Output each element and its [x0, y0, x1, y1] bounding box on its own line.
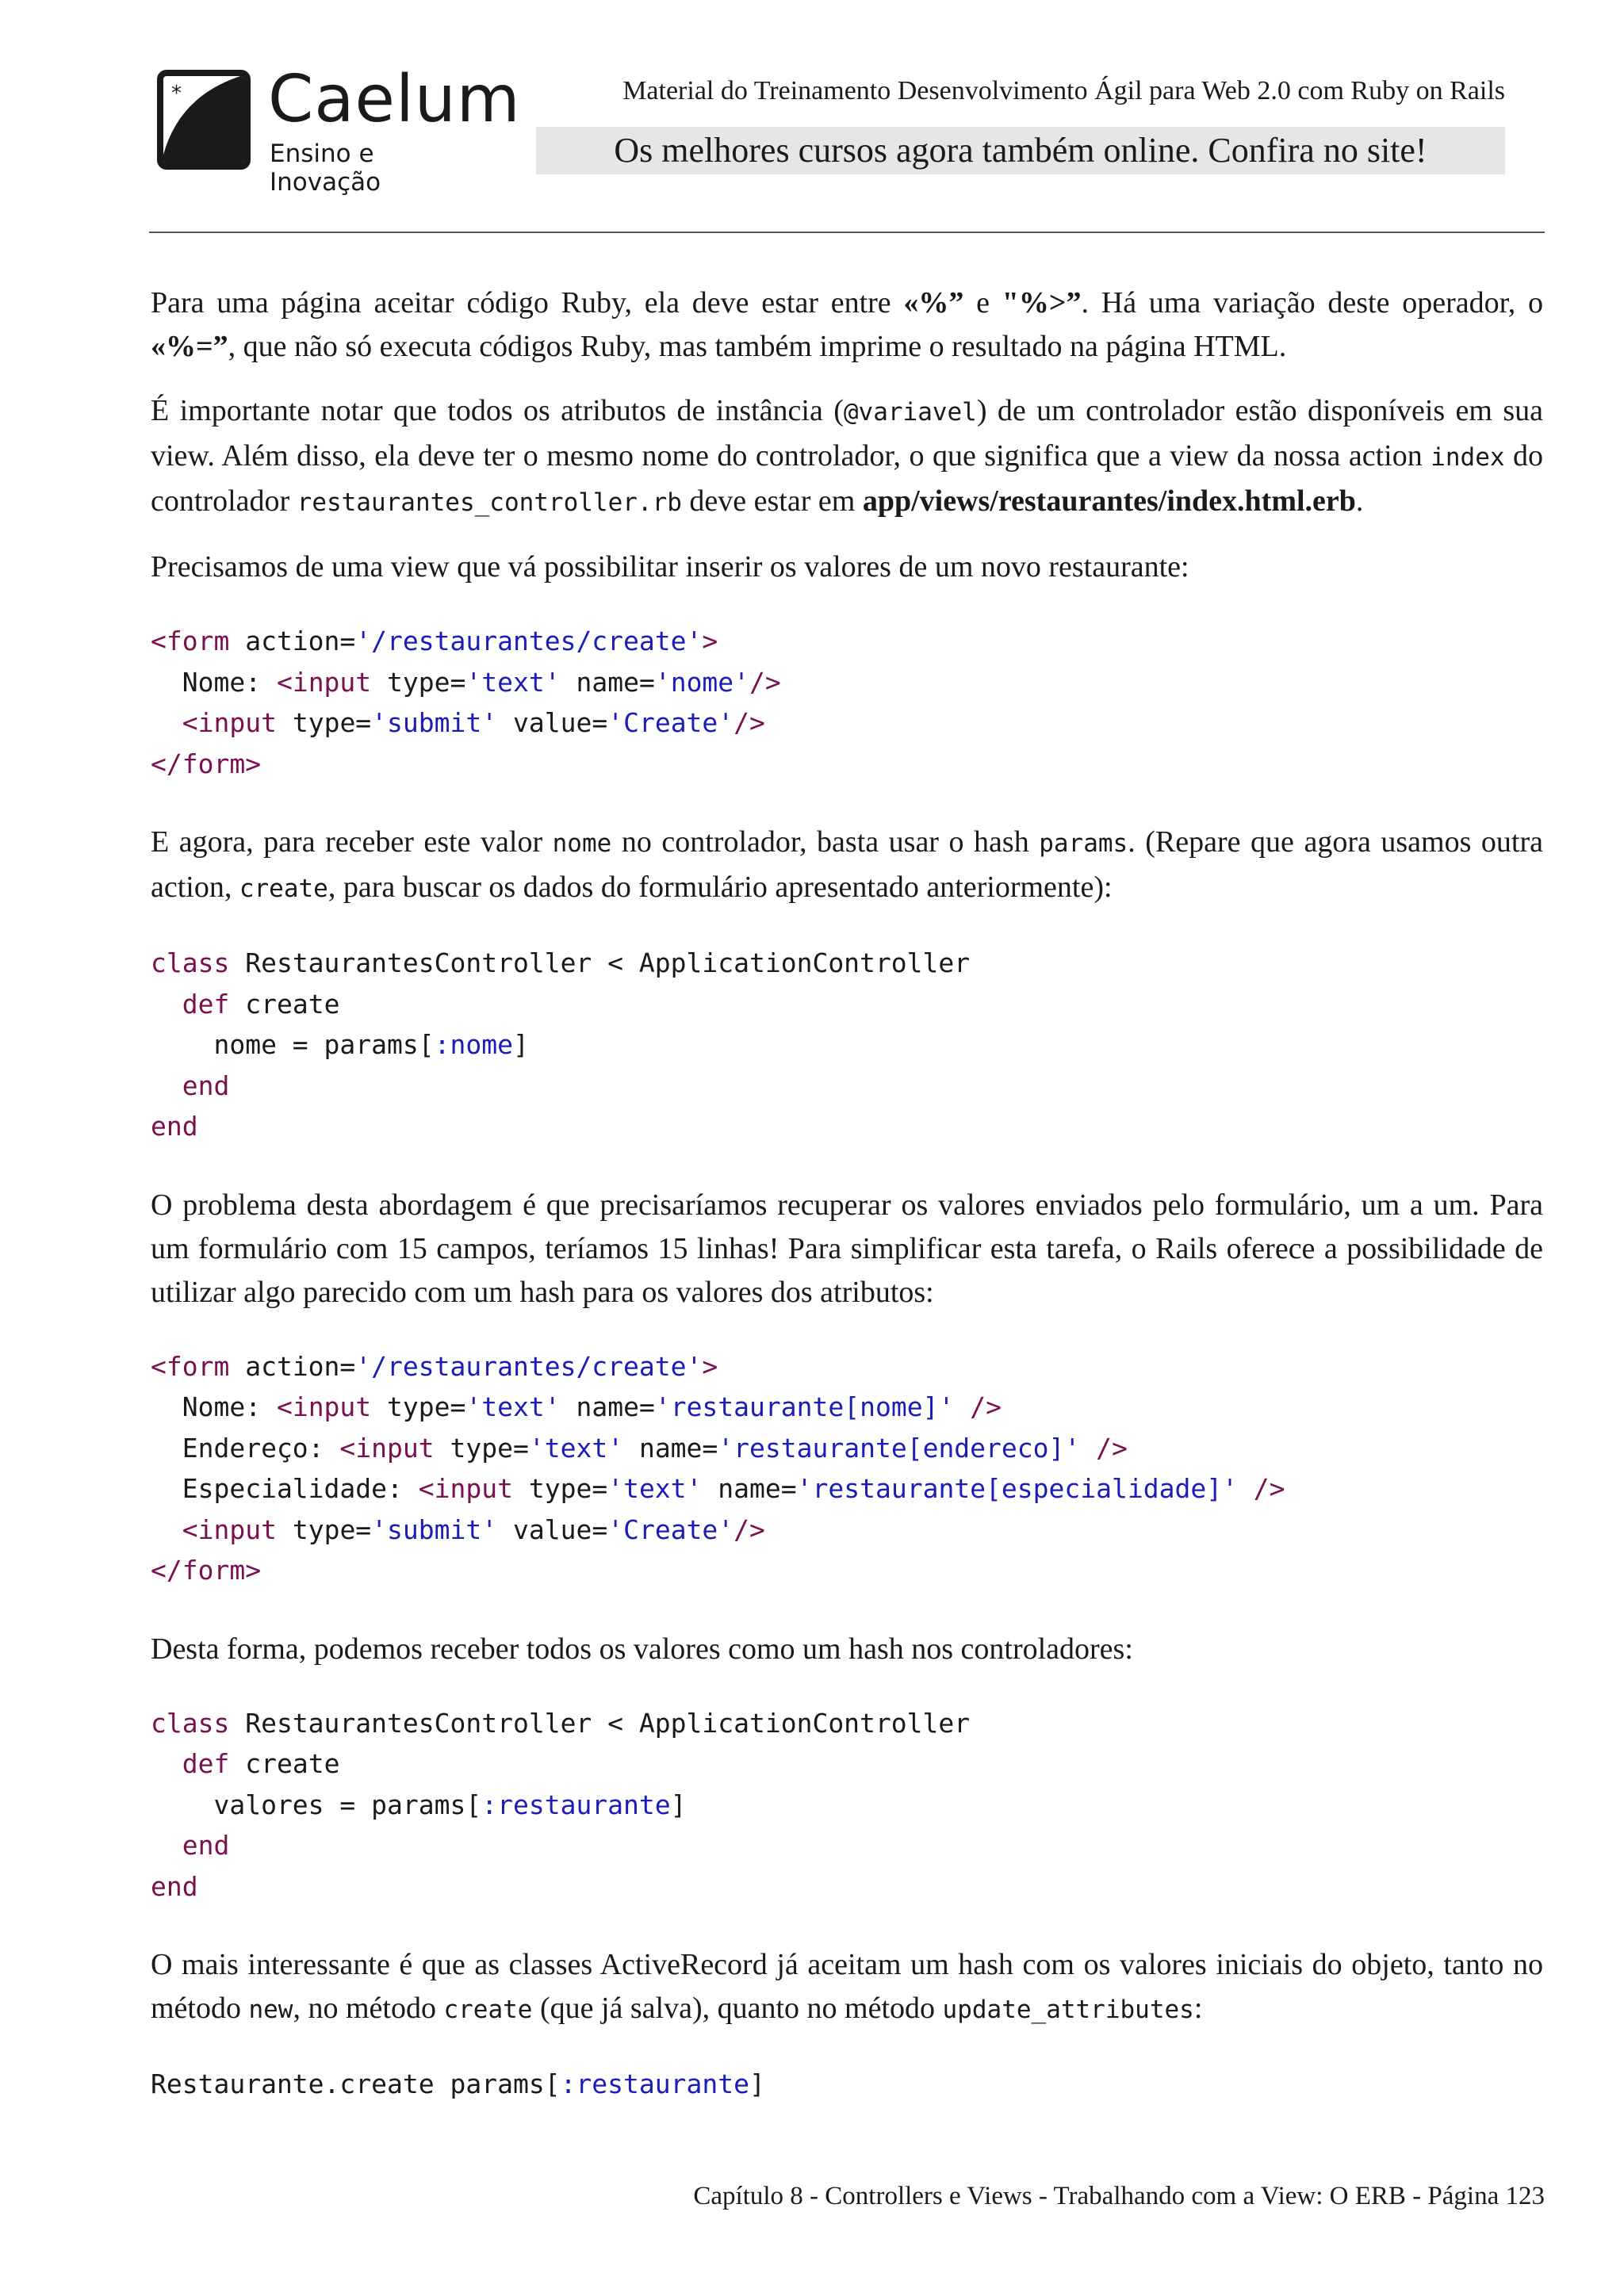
paragraph-2: É importante notar que todos os atributos de instância (@variavel) de um controlador estão disponíveis em sua view. Além disso, ela deve ter o mesmo nome do controlador, o que significa que a view da nossa action index do controlador restaurantes_controller.rb deve estar em app/views/restaurantes/index.html.erb.	[151, 394, 1544, 518]
paragraph-5: O problema desta abordagem é que precisaríamos recuperar os valores enviados pelo formulário, um a um. Para um formulário com 15 campos, teríamos 15 linhas! Para simplificar esta tarefa, o Rails oferece a possibilidade de utilizar algo parecido com um hash para os valores dos atributos:	[151, 1188, 1543, 1309]
header-divider	[149, 232, 1545, 233]
paragraph-6: Desta forma, podemos receber todos os valores como um hash nos controladores:	[151, 1632, 1133, 1666]
paragraph-3: Precisamos de uma view que vá possibilitar inserir os valores de um novo restaurante:	[151, 550, 1189, 584]
page-header	[0, 0, 1624, 238]
page-content	[151, 281, 1543, 2141]
code-block-create-call: Restaurante.create params[:restaurante]	[151, 2068, 765, 2099]
logo-name: Caelum	[268, 62, 521, 137]
svg-text:*: *	[171, 82, 182, 105]
caelum-logo	[157, 62, 521, 197]
code-block-controller-2: class RestaurantesController < ApplicationController def create valores = params[:restaurante] end end	[151, 1707, 971, 1902]
code-block-form-1: <form action='/restaurantes/create'> Nome: <input type='text' name='nome'/> <input type='submit' value='Create'/> </form>	[151, 626, 781, 779]
promo-banner: Os melhores cursos agora também online. Confira no site!	[536, 127, 1505, 174]
document-title: Material do Treinamento Desenvolvimento Ágil para Web 2.0 com Ruby on Rails	[622, 76, 1505, 105]
logo-tagline: Ensino e Inovação	[270, 140, 381, 197]
code-block-controller-1: class RestaurantesController < ApplicationController def create nome = params[:nome] end end	[151, 947, 971, 1142]
logo-mark-icon	[157, 70, 251, 170]
paragraph-4: E agora, para receber este valor nome no controlador, basta usar o hash params. (Repare que agora usamos outra action, create, para buscar os dados do formulário apresentado anteriormente):	[151, 825, 1543, 904]
code-block-form-2: <form action='/restaurantes/create'> Nome: <input type='text' name='restaurante[nome]' /> Endereço: <input type='text' name='restaurante[endereco]' /> Especialidade: <input type='text' name='restaurante[especialidade]' /> <input type='submit' value='Create'/> </form>	[151, 1350, 1285, 1586]
paragraph-1: Para uma página aceitar código Ruby, ela deve estar entre «%” e "%>”. Há uma variação deste operador, o «%=”, que não só executa códigos Ruby, mas também imprime o resultado na página HTML.	[151, 286, 1543, 363]
page-footer: Capítulo 8 - Controllers e Views - Trabalhando com a View: O ERB - Página 123	[693, 2182, 1545, 2210]
paragraph-7: O mais interessante é que as classes ActiveRecord já aceitam um hash com os valores iniciais do objeto, tanto no método new, no método create (que já salva), quanto no método update_attributes:	[151, 1948, 1543, 2025]
